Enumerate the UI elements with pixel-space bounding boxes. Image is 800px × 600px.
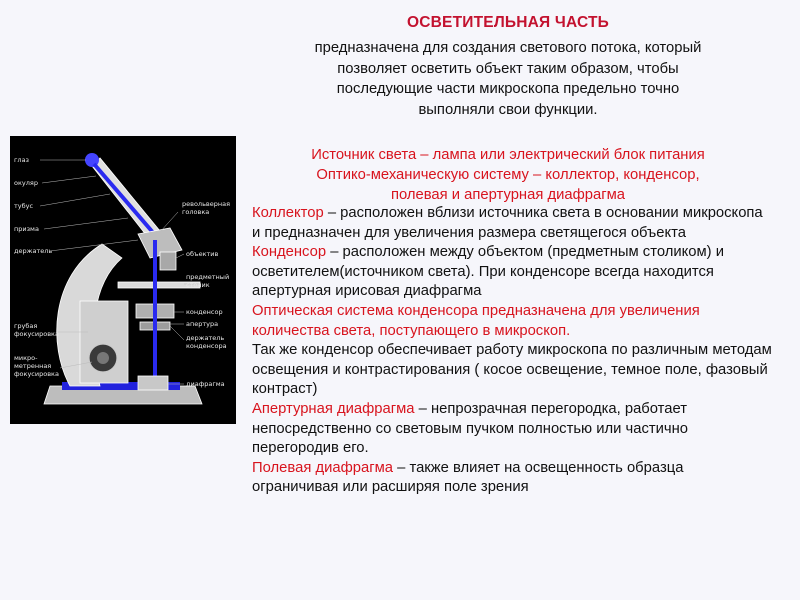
- label-micro-3: фокусировка: [14, 370, 59, 378]
- label-micro-1: микро-: [14, 354, 38, 362]
- intro-text: [248, 38, 768, 120]
- label-stage-1: предметный: [186, 273, 230, 281]
- label-coarse-1: грубая: [14, 322, 38, 330]
- label-tube: тубус: [14, 202, 34, 210]
- label-condenser-holder-2: конденсора: [186, 342, 227, 350]
- description-body: [252, 204, 772, 498]
- field-paragraph: [252, 459, 772, 498]
- label-holder: держатель: [14, 247, 53, 255]
- field-text: – также влияет на освещенность образца ограничивая или расширяя поле зрения: [252, 459, 684, 496]
- intro-line: предназначена для создания светового потока, который: [314, 40, 702, 56]
- collector-term: Коллектор: [252, 205, 324, 221]
- condenser-term: Конденсор: [252, 244, 327, 261]
- condenser-paragraph: [252, 243, 772, 302]
- aperture-text: – непрозрачная перегородка, работает непосредственно со световым пучком полностью или частично перегородив его.: [252, 400, 689, 457]
- label-stage-2: столик: [186, 281, 210, 289]
- slide-heading: ОСВЕТИТЕЛЬНАЯ ЧАСТЬ: [407, 14, 609, 31]
- focus-knob-center: [97, 352, 109, 364]
- field-term: Полевая диафрагма: [252, 459, 394, 476]
- component-optical-system: Оптико-механическую систему – коллектор, конденсор,: [316, 167, 700, 183]
- component-light-source: Источник света – лампа или электрический блок питания: [311, 147, 705, 163]
- label-diaphragm: диафрагма: [186, 380, 225, 388]
- field-diaphragm: [138, 376, 168, 390]
- collector-paragraph: [252, 204, 772, 243]
- objective: [160, 252, 176, 270]
- label-micro-2: метренная: [14, 362, 52, 370]
- optical-system-paragraph: Оптическая система конденсора предназначена для увеличения количества света, поступающего в микроскоп.: [252, 302, 700, 339]
- aperture-paragraph: [252, 400, 772, 459]
- component-diaphragms: полевая и апертурная диафрагма: [390, 187, 626, 203]
- label-prism: призма: [14, 225, 39, 233]
- intro-line: выполняли свои функции.: [418, 101, 598, 118]
- label-eyepiece: окуляр: [14, 179, 38, 187]
- intro-line: позволяет осветить объект таким образом, чтобы: [337, 60, 679, 77]
- intro-line: последующие части микроскопа предельно точно: [336, 81, 680, 97]
- microscope-drawing: [10, 136, 236, 424]
- microscope-diagram: [10, 136, 236, 424]
- label-objective: объектив: [186, 250, 219, 258]
- label-condenser: конденсор: [186, 308, 223, 316]
- label-condenser-holder-1: держатель: [186, 334, 225, 342]
- label-revolver-1: револьверная: [182, 200, 231, 208]
- condenser-work-paragraph: Так же конденсор обеспечивает работу микроскопа по различным методам освещения и контрастирования ( косое освещение, темное поле, фазовый контраст): [252, 342, 772, 398]
- collector-text: – расположен вблизи источника света в основании микроскопа и предназначен для увеличения размера светящегося объекта: [252, 205, 763, 241]
- label-revolver-2: головка: [182, 208, 210, 216]
- condenser-text: – расположен между объектом (предметным столиком) и осветителем(источником света). При конденсоре всегда находится апертурная ирисовая диафрагма: [252, 244, 724, 300]
- aperture-term: Апертурная диафрагма: [252, 400, 415, 417]
- label-aperture: апертура: [186, 320, 219, 328]
- label-coarse-2: фокусировка: [14, 330, 59, 338]
- tube-light-path: [94, 164, 156, 236]
- label-eye: глаз: [14, 156, 30, 164]
